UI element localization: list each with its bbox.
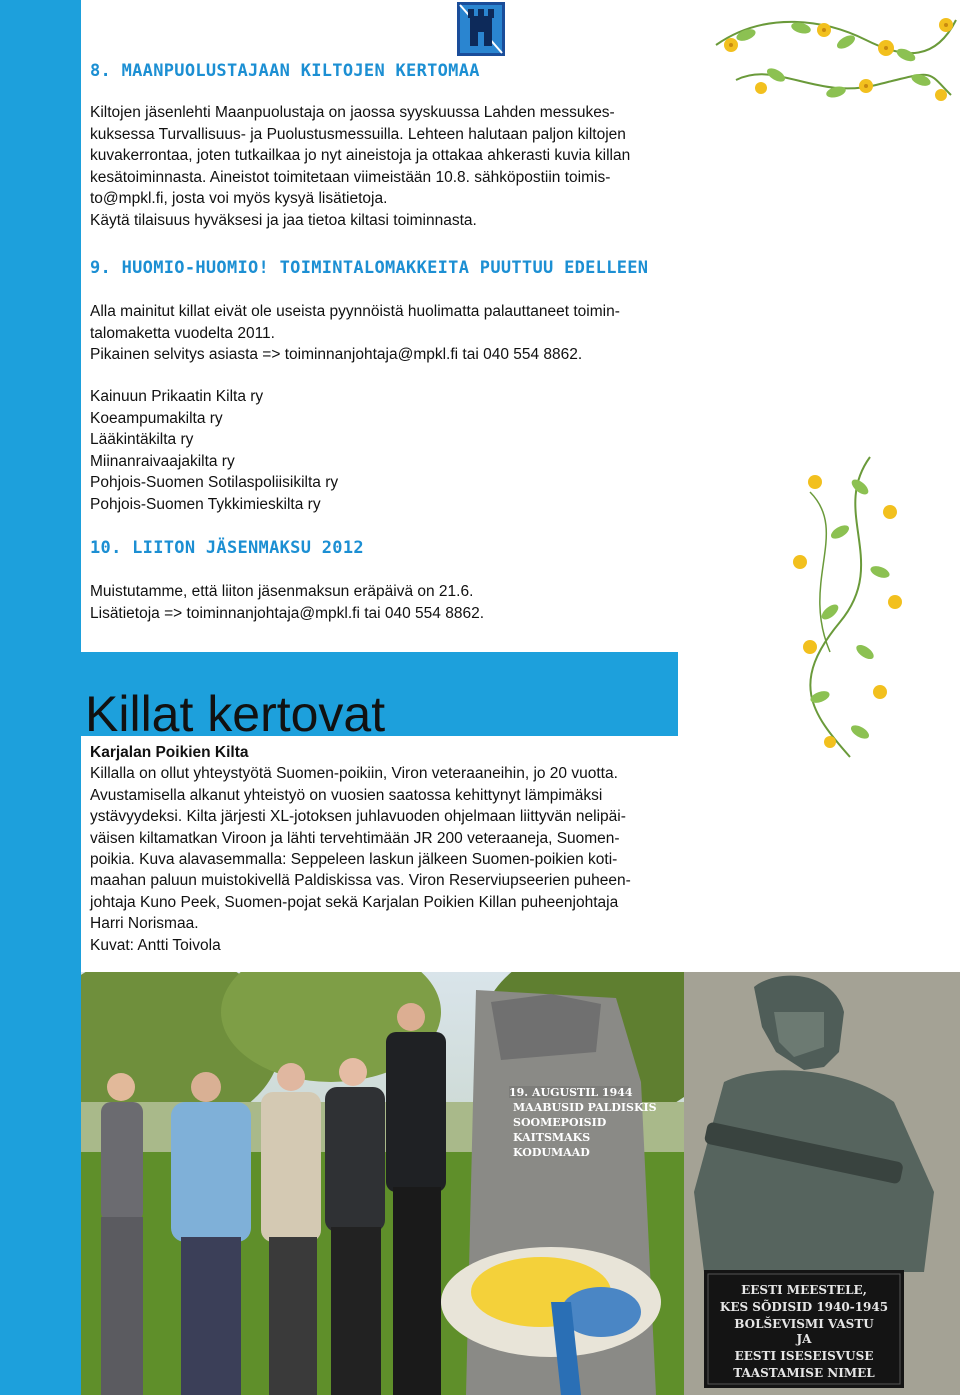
article-line: ystävyydeksi. Kilta järjesti XL-jotoksen juhlavuoden ohjelmaan liittyvän nelipäi- — [90, 808, 626, 826]
section-9-line: Pikainen selvitys asiasta => toiminnanjohtaja@mpkl.fi tai 040 554 8862. — [90, 346, 583, 364]
stone-inscription-line: KAITSMAKS — [513, 1131, 591, 1144]
stone-inscription-line: SOOMEPOISID — [513, 1116, 607, 1129]
photo-credit: Kuvat: Antti Toivola — [90, 936, 221, 954]
guild-list-item: Kainuun Prikaatin Kilta ry — [90, 388, 264, 405]
section-9-body — [90, 301, 710, 366]
plaque-inscription-line: JA — [796, 1332, 812, 1346]
guild-list-item: Lääkintäkilta ry — [90, 431, 194, 449]
killat-kertovat-title: Killat kertovat — [85, 686, 386, 742]
missing-guilds-list — [90, 386, 710, 516]
section-8-line: kuksessa Turvallisuus- ja Puolustusmessuilla. Lehteen halutaan paljon kiltojen — [90, 125, 626, 143]
plaque-inscription-line: BOLŠEVISMI VASTU — [734, 1317, 874, 1331]
article-line: Avustamisella alkanut yhteistyö on vuosien saatossa kehittynyt lämpimäksi — [90, 786, 603, 804]
section-9-line: talomaketta vuodelta 2011. — [90, 324, 275, 342]
memorial-group-photo — [81, 972, 684, 1395]
floral-vine-side-decoration — [770, 452, 920, 762]
article-line: Killalla on ollut yhteystyötä Suomen-poikiin, Viron veteraaneihin, jo 20 vuotta. — [90, 765, 618, 783]
plaque-inscription-line: EESTI ISESEISVUSE — [734, 1349, 874, 1363]
section-8-line: to@mpkl.fi, josta voi myös kysyä lisätietoja. — [90, 190, 388, 208]
section-10-line: Lisätietoja => toiminnanjohtaja@mpkl.fi tai 040 554 8862. — [90, 604, 485, 622]
article-heading: Karjalan Poikien Kilta — [90, 744, 249, 761]
article-line: väisen kiltamatkan Viroon ja lähti tervehtimään JR 200 veteraaneja, Suomen- — [90, 829, 620, 847]
plaque-inscription-line: EESTI MEESTELE, — [741, 1283, 867, 1297]
floral-vine-top-decoration — [706, 0, 960, 110]
section-10-body — [90, 581, 710, 624]
karjalan-poikien-article — [90, 742, 720, 956]
article-line: maahan paluun muistokivellä Paldiskissa vas. Viron Reserviupseerien puheen- — [90, 872, 631, 890]
stone-inscription-line: KODUMAAD — [513, 1146, 590, 1159]
section-8-line: kesätoiminnasta. Aineistot toimitetaan viimeistään 10.8. sähköpostiin toimis- — [90, 168, 611, 186]
section-8-line: Käytä tilaisuus hyväksesi ja jaa tietoa kiltasi toiminnasta. — [90, 211, 477, 229]
tower-shield-logo-icon — [457, 2, 505, 56]
section-8-line: Kiltojen jäsenlehti Maanpuolustaja on jaossa syyskuussa Lahden messukes- — [90, 104, 615, 121]
section-8-body — [90, 102, 710, 232]
guild-list-item: Pohjois-Suomen Sotilaspoliisikilta ry — [90, 474, 339, 492]
plaque-inscription-line: KES SÕDISID 1940-1945 — [719, 1300, 889, 1314]
guild-list-item: Miinanraivaajakilta ry — [90, 452, 235, 470]
section-8-line: kuvakerrontaa, joten tutkailkaa jo nyt aineistoja ja ottakaa ahkerasti kuvia killan — [90, 147, 631, 165]
stone-inscription-line: MAABUSID PALDISKIS — [513, 1101, 657, 1114]
guild-list-item: Koeampumakilta ry — [90, 409, 223, 427]
article-line: johtaja Kuno Peek, Suomen-pojat sekä Karjalan Poikien Killan puheenjohtaja — [90, 893, 619, 911]
section-8-heading: 8. MAANPUOLUSTAJAAN KILTOJEN KERTOMAA — [90, 61, 480, 81]
article-line: poikia. Kuva alavasemmalla: Seppeleen laskun jälkeen Suomen-poikien koti- — [90, 851, 618, 869]
plaque-inscription-line: TAASTAMISE NIMEL — [733, 1366, 875, 1380]
blue-sidebar — [0, 0, 81, 1395]
article-line: Harri Norismaa. — [90, 915, 199, 933]
section-9-heading: 9. HUOMIO-HUOMIO! TOIMINTALOMAKKEITA PUUTTUU EDELLEEN — [90, 258, 649, 278]
section-9-line: Alla mainitut killat eivät ole useista pyynnöistä huolimatta palauttaneet toimin- — [90, 303, 620, 320]
section-10-line: Muistutamme, että liiton jäsenmaksun eräpäivä on 21.6. — [90, 583, 474, 600]
guild-list-item: Pohjois-Suomen Tykkimieskilta ry — [90, 495, 321, 513]
stone-inscription-line: 19. AUGUSTIL 1944 — [509, 1086, 633, 1099]
soldier-relief-photo — [684, 972, 960, 1395]
section-10-heading: 10. LIITON JÄSENMAKSU 2012 — [90, 538, 364, 558]
